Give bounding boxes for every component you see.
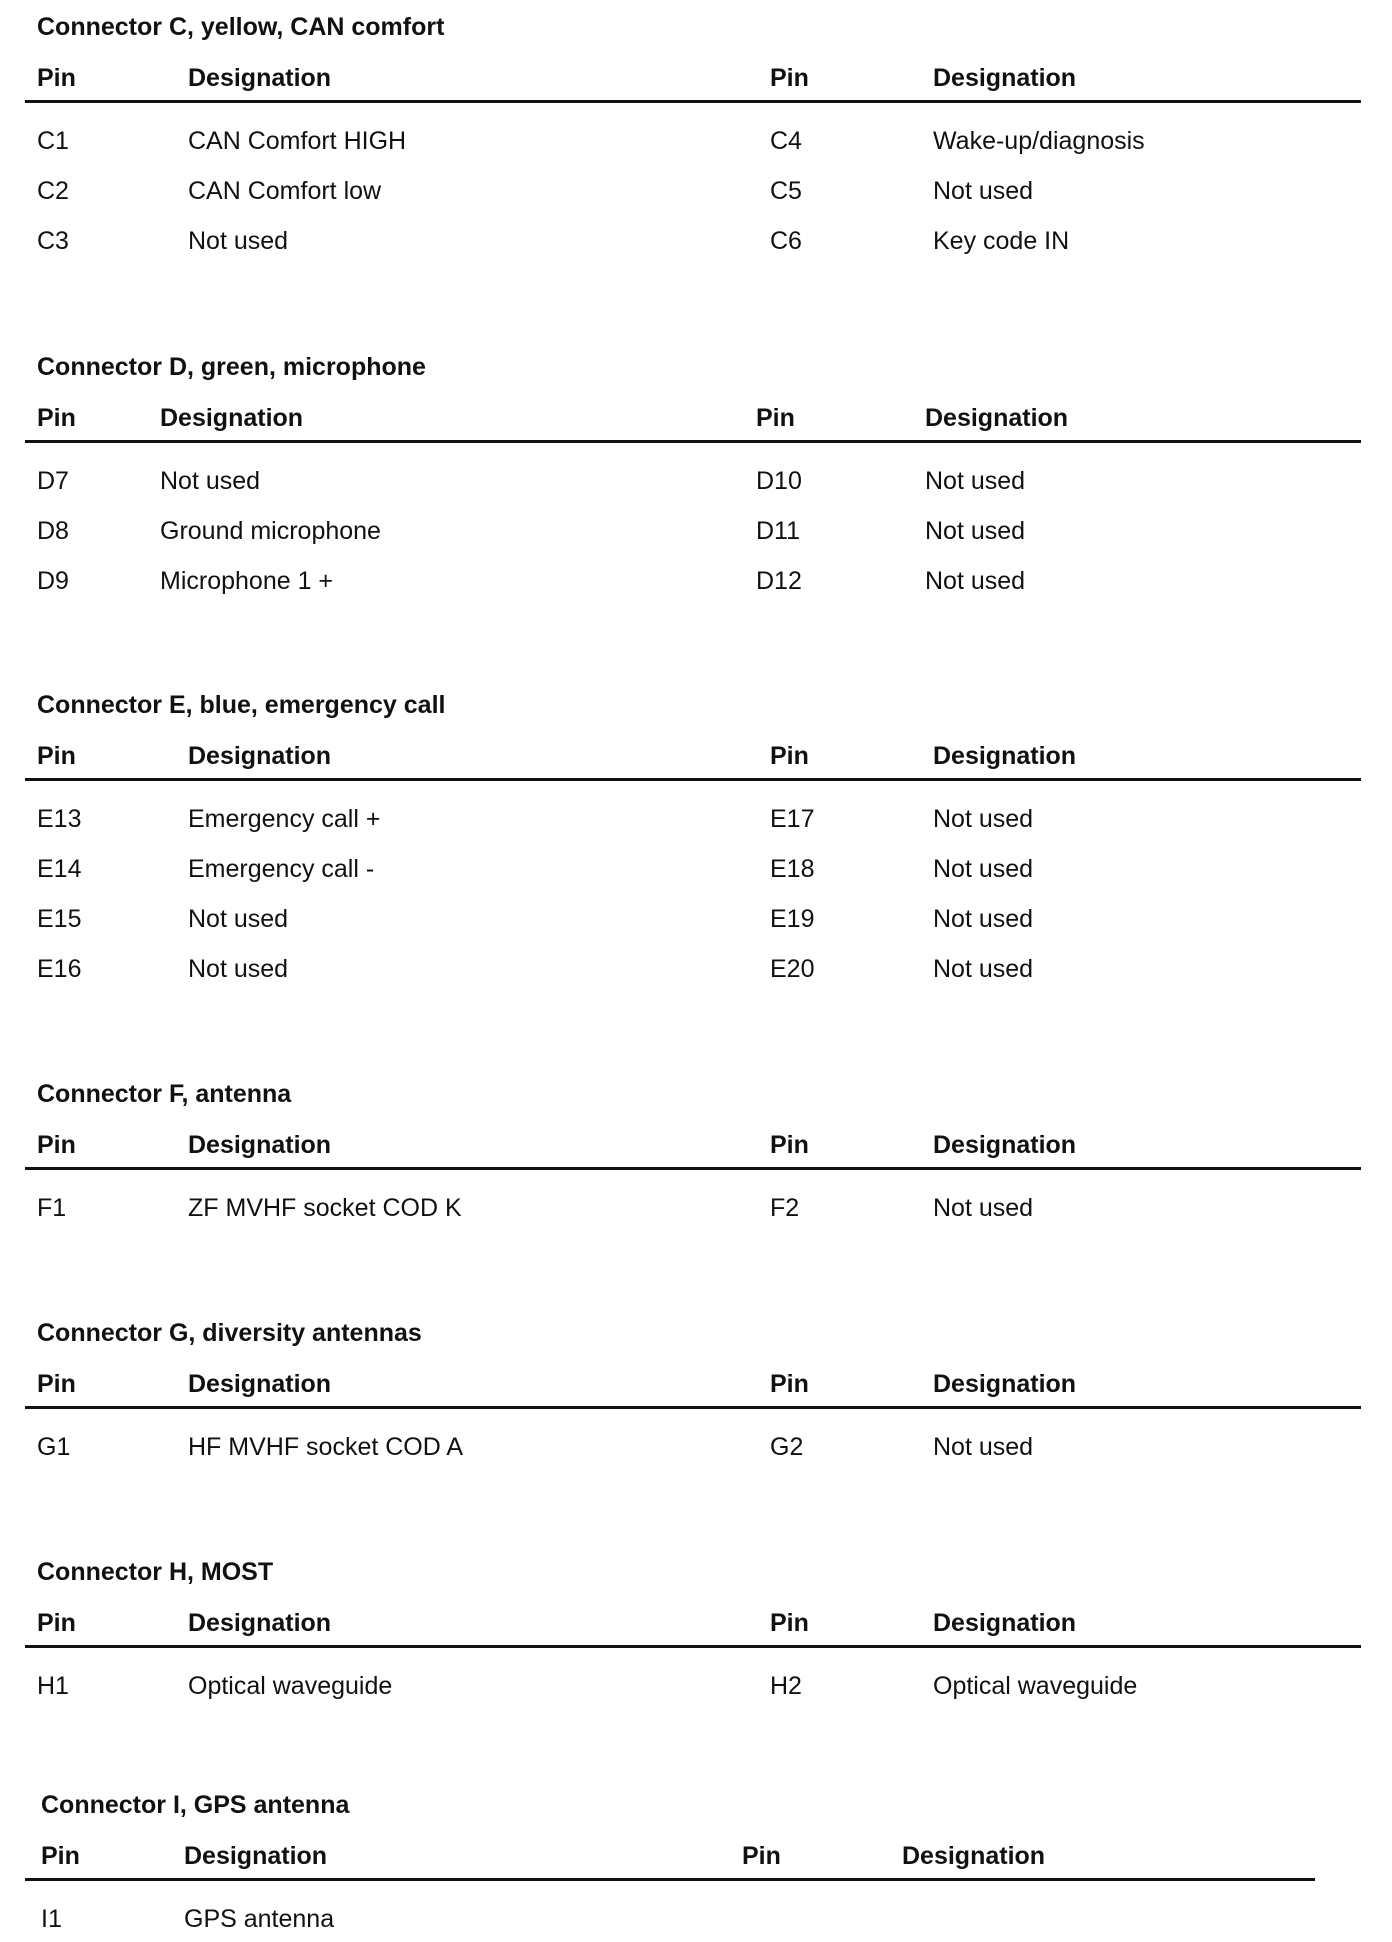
pin-id: D8 [37, 517, 69, 545]
designation-column-header: Designation [933, 64, 1077, 92]
pin-designation: Not used [933, 1433, 1034, 1461]
table-row [25, 564, 1361, 598]
pin-id: E16 [37, 955, 82, 983]
table-row [25, 124, 1361, 158]
pin-column-header: Pin [37, 1370, 76, 1398]
pin-designation: Not used [188, 227, 289, 255]
pin-designation: Wake-up/diagnosis [933, 127, 1145, 155]
pin-id: D7 [37, 467, 69, 495]
table-header-row [25, 1839, 1315, 1873]
header-rule [25, 1878, 1315, 1881]
designation-column-header: Designation [188, 1370, 332, 1398]
table-header-row [25, 1367, 1361, 1401]
pin-designation: Ground microphone [160, 517, 381, 545]
designation-column-header: Designation [184, 1842, 328, 1870]
pin-id: G2 [770, 1433, 804, 1461]
pin-column-header: Pin [770, 742, 809, 770]
pin-designation: Not used [933, 177, 1034, 205]
pin-designation: Not used [925, 467, 1026, 495]
pin-column-header: Pin [770, 1131, 809, 1159]
connector-i-title: Connector I, GPS antenna [41, 1791, 350, 1819]
table-row [25, 174, 1361, 208]
designation-column-header: Designation [188, 1609, 332, 1637]
pin-id: D9 [37, 567, 69, 595]
table-header-row [25, 401, 1361, 435]
pin-designation: Not used [933, 955, 1034, 983]
table-row [25, 1669, 1361, 1703]
table-row [25, 802, 1361, 836]
header-rule [25, 1167, 1361, 1170]
pin-id: D12 [756, 567, 802, 595]
pin-designation: Key code IN [933, 227, 1070, 255]
designation-column-header: Designation [160, 404, 304, 432]
connector-g-title: Connector G, diversity antennas [37, 1319, 422, 1347]
connector-d-title: Connector D, green, microphone [37, 353, 426, 381]
pin-designation: Microphone 1 + [160, 567, 334, 595]
table-header-row [25, 1606, 1361, 1640]
pin-column-header: Pin [37, 1609, 76, 1637]
pin-designation: Not used [188, 905, 289, 933]
pin-id: I1 [41, 1905, 62, 1933]
pin-id: C3 [37, 227, 69, 255]
pin-id: G1 [37, 1433, 71, 1461]
pin-designation: CAN Comfort HIGH [188, 127, 407, 155]
header-rule [25, 100, 1361, 103]
table-row [25, 1191, 1361, 1225]
pin-id: C4 [770, 127, 802, 155]
pin-column-header: Pin [37, 404, 76, 432]
table-row [25, 224, 1361, 258]
table-header-row [25, 739, 1361, 773]
pin-column-header: Pin [37, 1131, 76, 1159]
header-rule [25, 1645, 1361, 1648]
pin-designation: Not used [933, 855, 1034, 883]
connector-f-title: Connector F, antenna [37, 1080, 292, 1108]
table-header-row [25, 61, 1361, 95]
connector-h-title: Connector H, MOST [37, 1558, 274, 1586]
pin-designation: Optical waveguide [188, 1672, 393, 1700]
pin-id: C5 [770, 177, 802, 205]
designation-column-header: Designation [933, 1370, 1077, 1398]
pin-designation: Not used [933, 805, 1034, 833]
pin-id: F2 [770, 1194, 800, 1222]
pin-column-header: Pin [742, 1842, 781, 1870]
pin-column-header: Pin [41, 1842, 80, 1870]
designation-column-header: Designation [933, 1609, 1077, 1637]
pin-designation: HF MVHF socket COD A [188, 1433, 464, 1461]
table-row [25, 1430, 1361, 1464]
pin-column-header: Pin [756, 404, 795, 432]
pin-id: F1 [37, 1194, 67, 1222]
designation-column-header: Designation [188, 1131, 332, 1159]
pin-id: E17 [770, 805, 815, 833]
pin-designation: GPS antenna [184, 1905, 335, 1933]
table-header-row [25, 1128, 1361, 1162]
pin-designation: Emergency call - [188, 855, 375, 883]
header-rule [25, 778, 1361, 781]
table-row [25, 1902, 1315, 1936]
designation-column-header: Designation [933, 1131, 1077, 1159]
designation-column-header: Designation [925, 404, 1069, 432]
pin-id: E13 [37, 805, 82, 833]
pin-designation: Not used [188, 955, 289, 983]
designation-column-header: Designation [933, 742, 1077, 770]
pin-id: C1 [37, 127, 69, 155]
pin-designation: Not used [933, 905, 1034, 933]
table-row [25, 514, 1361, 548]
pin-id: E19 [770, 905, 815, 933]
table-row [25, 952, 1361, 986]
pin-designation: Not used [160, 467, 261, 495]
pin-designation: Not used [933, 1194, 1034, 1222]
table-row [25, 902, 1361, 936]
pin-id: H2 [770, 1672, 802, 1700]
pin-id: H1 [37, 1672, 69, 1700]
connector-e-title: Connector E, blue, emergency call [37, 691, 446, 719]
pin-column-header: Pin [37, 64, 76, 92]
pin-column-header: Pin [770, 1609, 809, 1637]
pin-id: E14 [37, 855, 82, 883]
pin-id: C6 [770, 227, 802, 255]
pin-designation: Emergency call + [188, 805, 381, 833]
pin-id: E18 [770, 855, 815, 883]
pin-id: C2 [37, 177, 69, 205]
connector-c-title: Connector C, yellow, CAN comfort [37, 13, 445, 41]
pin-designation: Not used [925, 517, 1026, 545]
pin-id: D11 [756, 517, 801, 545]
pin-designation: CAN Comfort low [188, 177, 382, 205]
pin-id: E15 [37, 905, 82, 933]
pin-designation: Not used [925, 567, 1026, 595]
table-row [25, 464, 1361, 498]
designation-column-header: Designation [188, 64, 332, 92]
pin-column-header: Pin [770, 1370, 809, 1398]
pin-id: D10 [756, 467, 802, 495]
pin-column-header: Pin [770, 64, 809, 92]
pin-column-header: Pin [37, 742, 76, 770]
header-rule [25, 440, 1361, 443]
pin-designation: Optical waveguide [933, 1672, 1138, 1700]
designation-column-header: Designation [902, 1842, 1046, 1870]
table-row [25, 852, 1361, 886]
header-rule [25, 1406, 1361, 1409]
pin-designation: ZF MVHF socket COD K [188, 1194, 462, 1222]
pin-id: E20 [770, 955, 815, 983]
designation-column-header: Designation [188, 742, 332, 770]
